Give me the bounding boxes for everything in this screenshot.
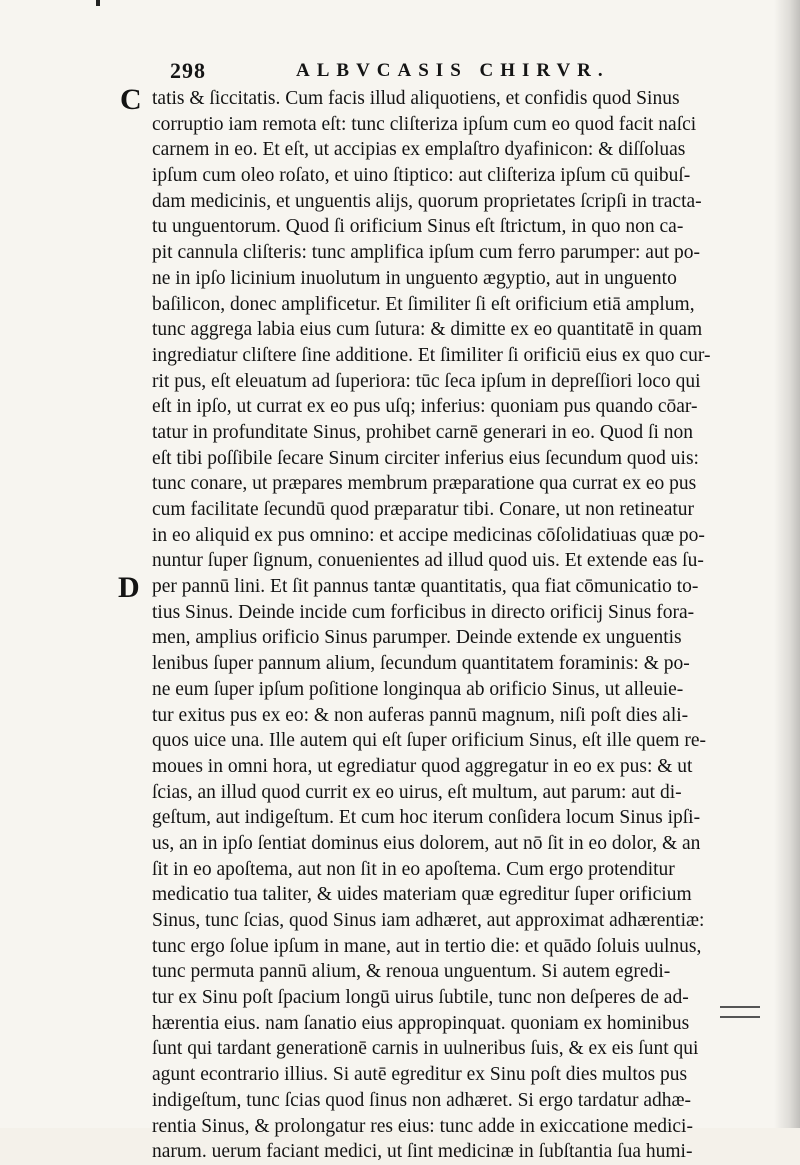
ornament-mark — [720, 1006, 760, 1018]
folio-number: 298 — [170, 58, 206, 83]
text-line: eſt in ipſo, ut currat ex eo pus uſq; inferius: quoniam pus quando cōar- — [152, 396, 698, 418]
text-line: narum. uerum faciant medici, ut ſint medicinæ in ſubſtantia ſua humi- — [152, 1141, 693, 1163]
text-line: eſt tibi poſſibile ſecare Sinum circiter inferius eius ſecundum quod uis: — [152, 447, 699, 469]
text-line: quos uice una. Ille autem qui eſt ſuper orificium Sinus, eſt ille quem re- — [152, 730, 706, 752]
text-line: baſilicon, donec amplificetur. Et ſimiliter ſi eſt orificium etiā amplum, — [152, 293, 695, 315]
text-line: rentia Sinus, & prolongatur res eius: tunc adde in exiccatione medici- — [152, 1115, 693, 1137]
text-line: ipſum cum oleo roſato, et uino ſtiptico: aut cliſteriza ipſum cū quibuſ- — [152, 165, 691, 187]
section-initial-c: C — [120, 83, 142, 116]
text-line: per pannū lini. Et ſit pannus tantæ quantitatis, qua fiat cōmunicatio to- — [152, 576, 699, 598]
text-line: tunc aggrega labia eius cum ſutura: & dimitte ex eo quantitatē in quam — [152, 319, 703, 341]
text-line: tunc ergo ſolue ipſum in mane, aut in tertio die: et quādo ſoluis uulnus, — [152, 935, 702, 957]
text-line: tunc conare, ut præpares membrum præparatione qua currat ex eo pus — [152, 473, 697, 495]
text-line: tatis & ſiccitatis. Cum facis illud aliquotiens, et confidis quod Sinus — [152, 88, 680, 109]
text-line: tur ex Sinu poſt ſpacium longū uirus ſubtile, tunc non deſperes de ad- — [152, 987, 689, 1009]
text-line: tius Sinus. Deinde incide cum forficibus in directo orificij Sinus fora- — [152, 601, 695, 623]
text-line: carnem in eo. Et eſt, ut accipias ex emplaſtro dyafinicon: & diſſoluas — [152, 139, 686, 161]
text-line: lenibus ſuper pannum alium, ſecundum quantitatem foraminis: & po- — [152, 653, 690, 675]
text-line: moues in omni hora, ut egrediatur quod aggregatur in eo ex pus: & ut — [152, 755, 693, 777]
text-line: medicatio tua taliter, & uides materiam quæ egreditur ſuper orificium — [152, 884, 692, 906]
text-line: rit pus, eſt eleuatum ad ſuperiora: tūc ſeca ipſum in depreſſiori loco qui — [152, 370, 701, 392]
text-line: ingrediatur cliſtere ſine additione. Et ſimiliter ſi orificiū eius ex quo cur- — [152, 344, 711, 366]
text-line: agunt econtrario illius. Si autē egreditur ex Sinu poſt dies multos pus — [152, 1064, 688, 1086]
text-line: indigeſtum, tunc ſcias quod ſinus non adhæret. Si ergo tardatur adhæ- — [152, 1089, 692, 1111]
text-line: tunc permuta pannū alium, & renoua unguentum. Si autem egredi- — [152, 961, 671, 983]
text-line: tatur in profunditate Sinus, prohibet carnē generari in eo. Quod ſi non — [152, 421, 693, 443]
text-line: Sinus, tunc ſcias, quod Sinus iam adhæret, aut approximat adhærentiæ: — [152, 910, 705, 931]
text-line: nuntur ſuper ſignum, conuenientes ad illud quod uis. Et extende eas ſu- — [152, 550, 704, 572]
running-head: ALBVCASIS CHIRVR. — [296, 60, 610, 81]
text-line: corruptio iam remota eſt: tunc cliſteriza ipſum cum eo quod facit naſci — [152, 113, 697, 135]
section-initial-d: D — [118, 571, 140, 604]
text-line: hærentia eius. nam ſanatio eius appropinquat. quoniam ex hominibus — [152, 1012, 690, 1034]
text-line: ſunt qui tardant generationē carnis in uulneribus ſuis, & ex eis ſunt qui — [152, 1038, 699, 1060]
text-line: ſcias, an illud quod currit ex eo uirus, eſt multum, aut parum: aut di- — [152, 781, 682, 803]
text-line: geſtum, aut indigeſtum. Et cum hoc iterum conſidera locum Sinus ipſi- — [152, 807, 701, 829]
body-text — [152, 86, 764, 1165]
text-line: tur exitus pus ex eo: & non auferas pannū magnum, niſi poſt dies ali- — [152, 704, 689, 726]
ink-speck — [96, 0, 100, 6]
text-line: tu unguentorum. Quod ſi orificium Sinus eſt ſtrictum, in quo non ca- — [152, 216, 684, 238]
text-line: us, an in ipſo ſentiat dominus eius dolorem, aut nō ſit in eo dolor, & an — [152, 832, 701, 854]
text-line: pit cannula cliſteris: tunc amplifica ipſum cum ferro parumper: aut po- — [152, 242, 700, 264]
text-line: ne in ipſo licinium inuolutum in unguento ægyptio, aut in unguento — [152, 267, 677, 289]
text-line: dam medicinis, et unguentis alijs, quorum proprietates ſcripſi in tracta- — [152, 190, 702, 212]
text-line: ſit in eo apoſtema, aut non ſit in eo apoſtema. Cum ergo protenditur — [152, 858, 675, 880]
binding-shadow — [774, 0, 800, 1128]
text-line: men, amplius orificio Sinus parumper. Deinde extende ex unguentis — [152, 627, 682, 649]
page-header — [170, 58, 710, 88]
text-line: in eo aliquid ex pus omnino: et accipe medicinas cōſolidatiuas quæ po- — [152, 524, 705, 546]
text-line: cum facilitate ſecundū quod præparatur tibi. Conare, ut non retineatur — [152, 499, 695, 520]
text-line: ne eum ſuper ipſum poſitione longinqua ab orificio Sinus, ut alleuie- — [152, 678, 684, 700]
